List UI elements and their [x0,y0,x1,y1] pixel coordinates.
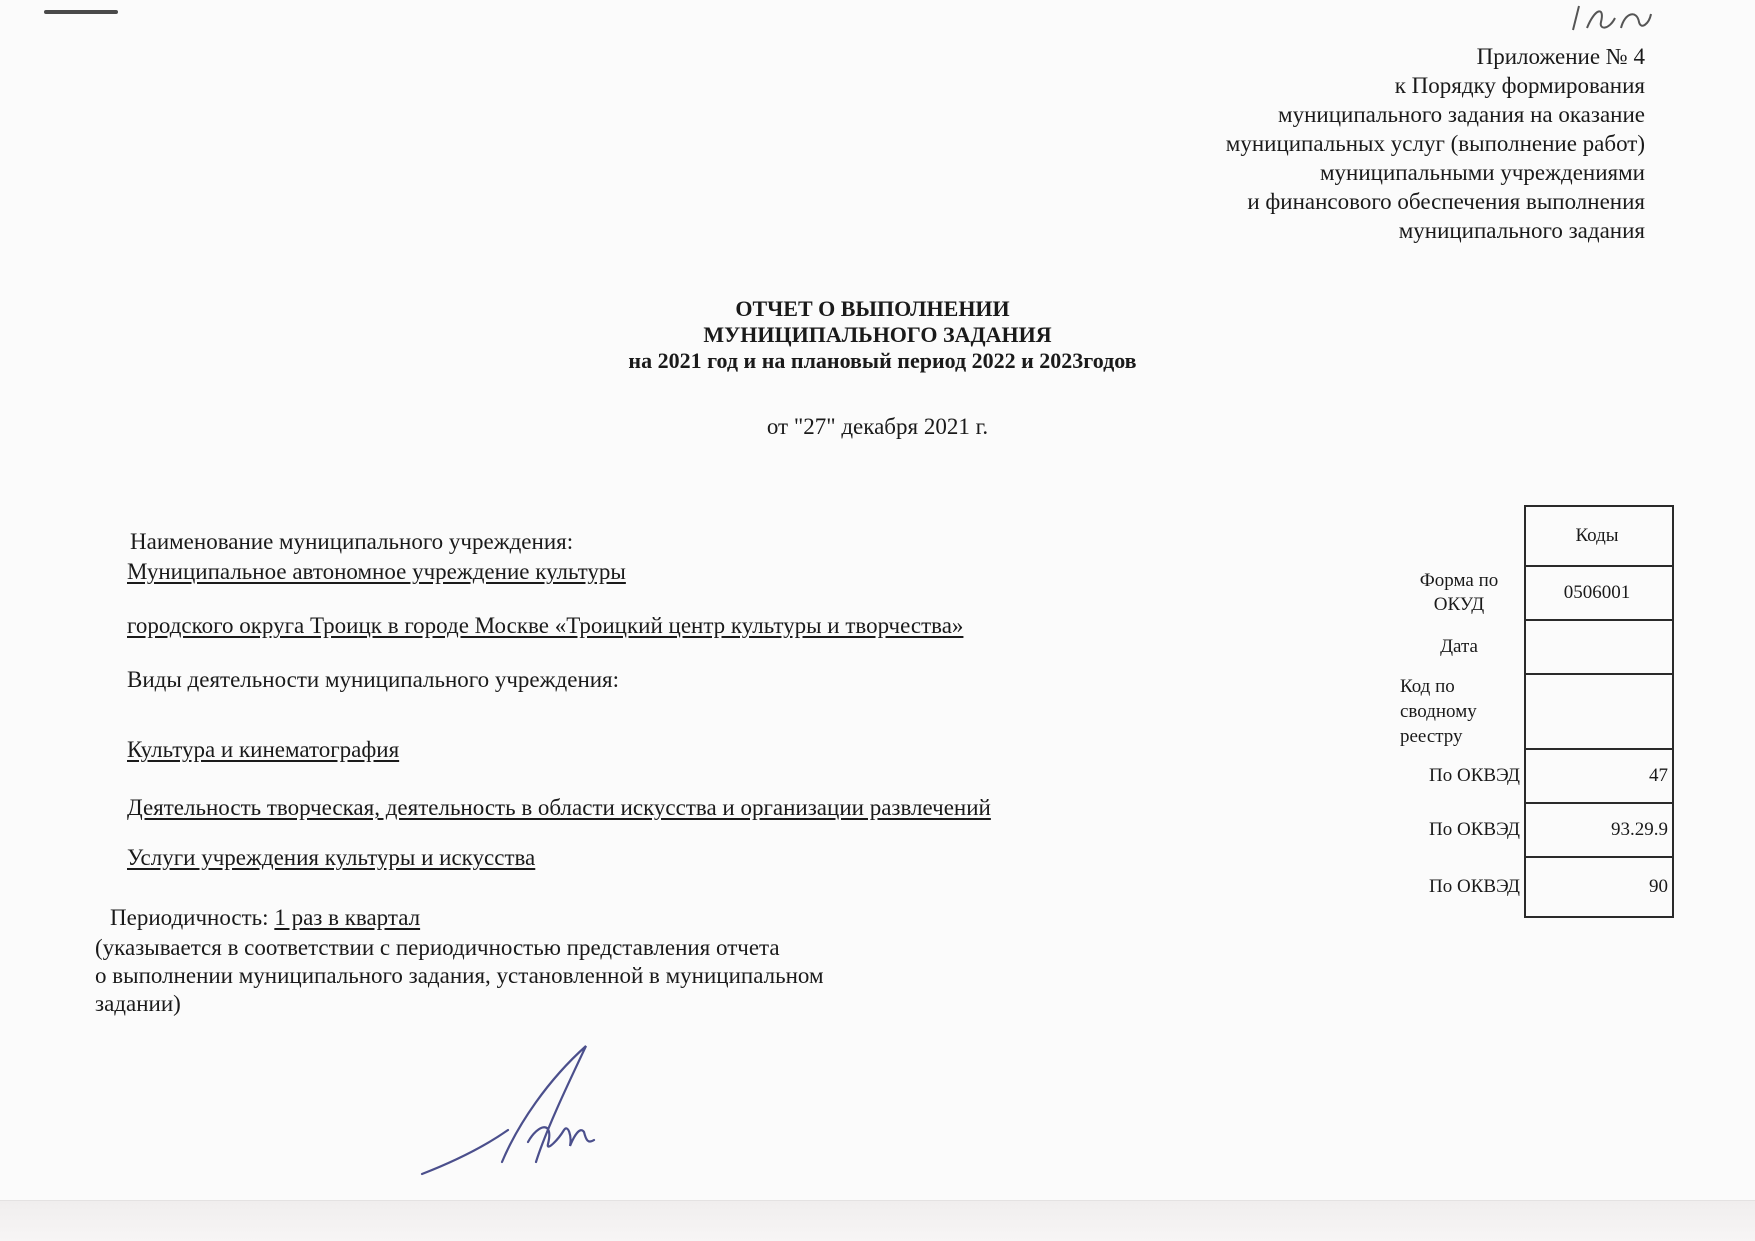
periodicity [110,904,420,932]
title-line-1: ОТЧЕТ О ВЫПОЛНЕНИИ [735,296,1010,321]
codes-row [1398,749,1673,803]
codes-row [1398,803,1673,857]
code-label: По ОКВЭД [1429,765,1520,786]
codes-row [1398,620,1673,674]
handwritten-signature [418,1044,604,1182]
code-label: По ОКВЭД [1429,876,1520,897]
appendix-line: муниципального задания на оказание [1278,102,1645,127]
appendix-header [1226,42,1645,245]
periodicity-note-line: задании) [95,991,181,1016]
activities-label: Виды деятельности муниципального учреждения: [127,667,620,692]
codes-row [1398,674,1673,749]
appendix-line: к Порядку формирования [1394,73,1645,98]
activity-item: Культура и кинематография [127,737,400,762]
codes-row [1398,857,1673,917]
codes-table [1398,505,1674,918]
code-value: 47 [1525,749,1673,803]
handwritten-mark [1565,0,1655,40]
institution-label: Наименование муниципального учреждения: [130,529,574,554]
periodicity-value: 1 раз в квартал [274,905,421,930]
code-value: 0506001 [1525,566,1673,620]
code-value: 93.29.9 [1525,803,1673,857]
activity-item: Услуги учреждения культуры и искусства [127,845,536,870]
appendix-line: муниципального задания [1398,218,1645,243]
institution-name-line-1: Муниципальное автономное учреждение культуры [127,559,626,584]
report-title [0,296,1755,374]
code-value [1525,620,1673,674]
codes-row [1398,566,1673,620]
periodicity-note-line: о выполнении муниципального задания, установленной в муниципальном [95,963,824,988]
code-value: 90 [1525,857,1673,917]
code-label: Код по сводному реестру [1400,676,1477,747]
institution-name-line-2: городского округа Троицк в городе Москве «Троицкий центр культуры и творчества» [127,613,964,638]
appendix-line: и финансового обеспечения выполнения [1247,189,1645,214]
code-label: Форма по ОКУД [1419,570,1499,615]
report-date: от "27" декабря 2021 г. [766,414,989,439]
appendix-line: муниципальными учреждениями [1320,160,1645,185]
periodicity-note-line: (указывается в соответствии с периодичностью представления отчета [95,935,780,960]
codes-header-row [1398,506,1673,566]
code-label: По ОКВЭД [1429,819,1520,840]
code-value [1525,674,1673,749]
code-label: Дата [1440,636,1478,657]
scan-artifact [44,10,118,14]
title-line-3: на 2021 год и на плановый период 2022 и 2023годов [628,348,1137,373]
title-line-2: МУНИЦИПАЛЬНОГО ЗАДАНИЯ [703,322,1052,347]
appendix-line: Приложение № 4 [1476,44,1645,69]
periodicity-label: Периодичность: [110,905,269,930]
appendix-line: муниципальных услуг (выполнение работ) [1225,131,1645,156]
activity-item: Деятельность творческая, деятельность в области искусства и организации развлечений [127,795,991,820]
page-bottom-edge [0,1200,1755,1241]
codes-header: Коды [1525,506,1673,566]
